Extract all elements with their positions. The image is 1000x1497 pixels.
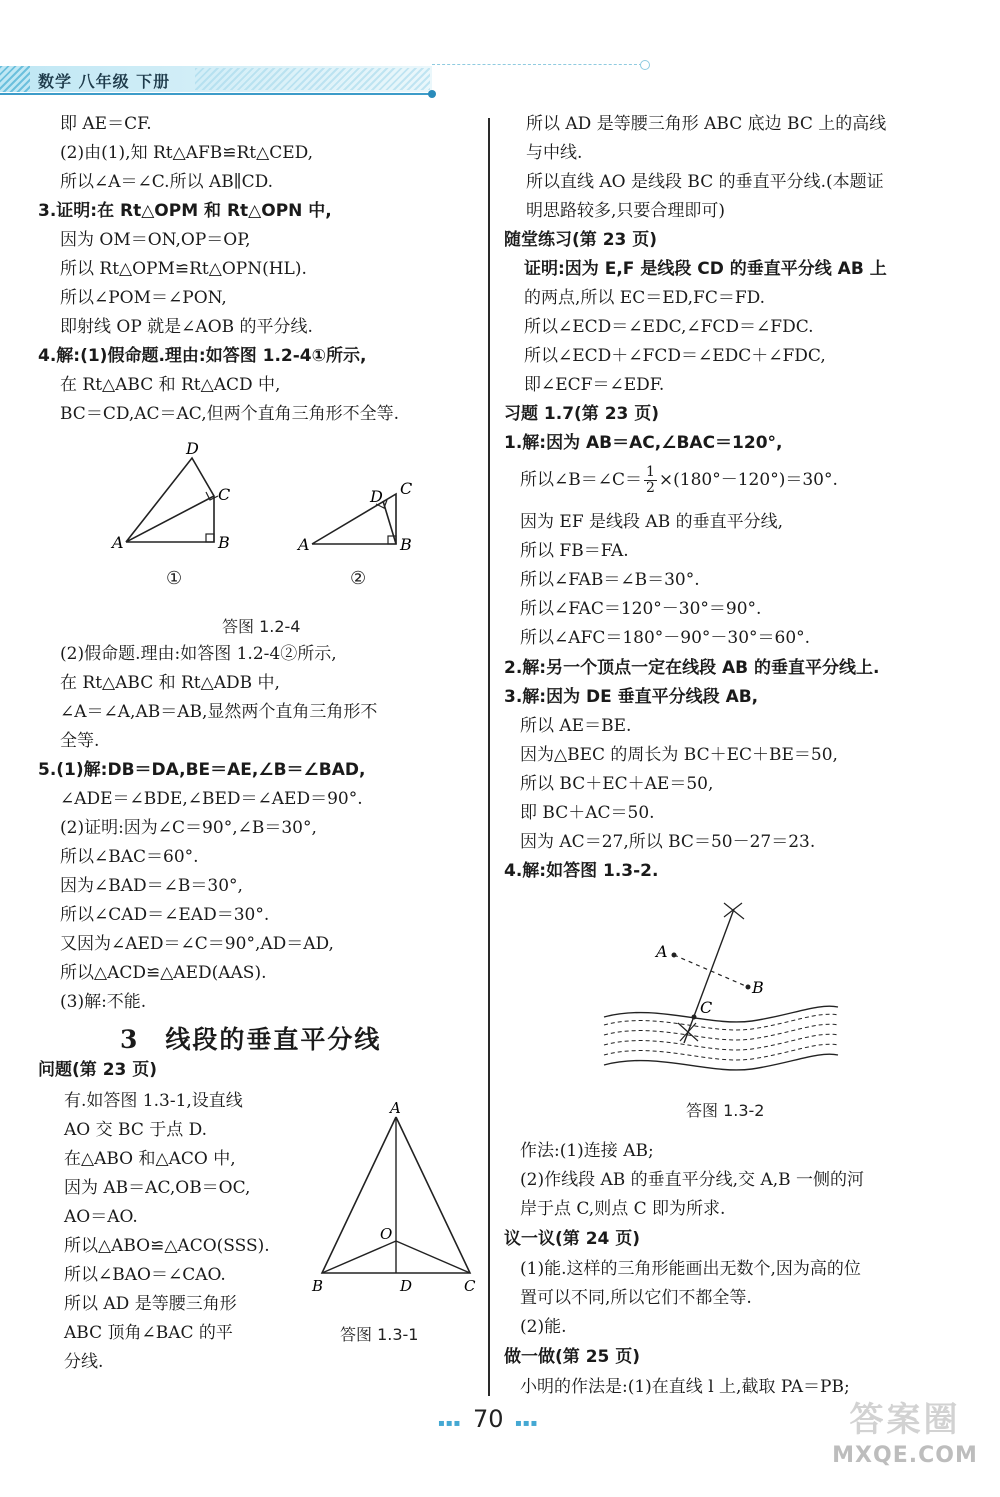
label-a: A xyxy=(656,942,668,961)
figure-1-3-1 xyxy=(300,1095,490,1310)
answer-line: (2)证明:因为∠C＝90°,∠B＝30°, xyxy=(60,818,317,838)
answer-line: 4.解:如答图 1.3-2. xyxy=(504,861,659,881)
fraction-suffix: ×(180°－120°)＝30°. xyxy=(658,470,838,490)
exercise-heading: 习题 1.7(第 23 页) xyxy=(504,404,660,424)
answer-line: 作法:(1)连接 AB; xyxy=(520,1141,654,1161)
label-a: A xyxy=(112,533,124,552)
label-c: C xyxy=(464,1277,476,1295)
figure-1-3-2 xyxy=(596,895,846,1085)
fraction xyxy=(644,465,657,496)
answer-line: 明思路较多,只要合理即可) xyxy=(526,201,726,221)
label-c: C xyxy=(700,998,713,1017)
answer-line: 所以∠BAO＝∠CAO. xyxy=(64,1265,226,1285)
answer-line: 所以直线 AO 是线段 BC 的垂直平分线.(本题证 xyxy=(526,172,884,192)
answer-line: 所以 AD 是等腰三角形 ABC 底边 BC 上的高线 xyxy=(526,114,887,134)
label-d: D xyxy=(370,487,383,506)
answer-line: 即 AE＝CF. xyxy=(60,114,152,134)
answer-line: 证明:因为 E,F 是线段 CD 的垂直平分线 AB 上 xyxy=(524,259,887,279)
header-underline xyxy=(0,93,434,95)
label-d: D xyxy=(186,439,199,458)
do-heading: 做一做(第 25 页) xyxy=(504,1347,641,1367)
answer-line: 所以∠A＝∠C.所以 AB∥CD. xyxy=(60,172,274,192)
answer-line: 与中线. xyxy=(526,143,583,163)
answer-line: 因为∠BAD＝∠B＝30°, xyxy=(60,876,243,896)
answer-line: 所以∠FAB＝∠B＝30°. xyxy=(520,570,700,590)
answer-line: 分线. xyxy=(64,1352,104,1372)
figure-sub-label-1: ① xyxy=(166,568,183,589)
answer-line: ABC 顶角∠BAC 的平 xyxy=(64,1323,233,1343)
answer-line: AO 交 BC 于点 D. xyxy=(64,1120,208,1140)
answer-line: 所以∠POM＝∠PON, xyxy=(60,288,227,308)
answer-line: 所以∠ECD＝∠EDC,∠FCD＝∠FDC. xyxy=(524,317,814,337)
answer-line: (2)作线段 AB 的垂直平分线,交 A,B 一侧的河 xyxy=(520,1170,865,1190)
section-number: 3 xyxy=(120,1025,140,1054)
fraction-numerator: 1 xyxy=(646,464,655,480)
answer-line: 置可以不同,所以它们不都全等. xyxy=(520,1288,752,1308)
fraction-line xyxy=(520,464,838,496)
answer-line: 4.解:(1)假命题.理由:如答图 1.2-4①所示, xyxy=(38,346,367,366)
header-stripes xyxy=(195,68,430,90)
answer-line: 因为 EF 是线段 AB 的垂直平分线, xyxy=(520,512,783,532)
watermark-text: 答案圈 xyxy=(849,1400,961,1440)
answer-line: (2)由(1),知 Rt△AFB≌Rt△CED, xyxy=(60,143,314,163)
answer-line: ∠ADE＝∠BDE,∠BED＝∠AED＝90°. xyxy=(60,789,363,809)
watermark-logo xyxy=(820,1392,990,1492)
answer-line: 3.解:因为 DE 垂直平分线段 AB, xyxy=(504,687,759,707)
answer-line: 所以∠BAC＝60°. xyxy=(60,847,199,867)
discuss-heading: 议一议(第 24 页) xyxy=(504,1229,641,1249)
page-number-decoration-right: ▪▪▪ xyxy=(515,1418,539,1429)
answer-line: 所以△ACD≌△AED(AAS). xyxy=(60,963,267,983)
answer-line: 所以∠ECD＋∠FCD＝∠EDC＋∠FDC, xyxy=(524,346,826,366)
fraction-prefix: 所以∠B＝∠C＝ xyxy=(520,470,642,490)
answer-line: 3.证明:在 Rt△OPM 和 Rt△OPN 中, xyxy=(38,201,332,221)
section-heading xyxy=(120,1020,381,1056)
label-c: C xyxy=(400,479,413,498)
watermark-url: MXQE.COM xyxy=(832,1443,978,1468)
figure-caption: 答图 1.3-1 xyxy=(340,1325,419,1344)
label-a: A xyxy=(298,535,310,554)
answer-line: 因为△BEC 的周长为 BC＋EC＋BE＝50, xyxy=(520,745,838,765)
answer-line: (2)能. xyxy=(520,1317,567,1337)
header-stripe-mark xyxy=(0,66,30,92)
answer-line: 又因为∠AED＝∠C＝90°,AD＝AD, xyxy=(60,934,334,954)
section-title: 线段的垂直平分线 xyxy=(165,1025,382,1054)
answer-line: 全等. xyxy=(60,731,100,751)
answer-line: 5.(1)解:DB＝DA,BE＝AE,∠B＝∠BAD, xyxy=(38,760,366,780)
answer-line: 即∠ECF＝∠EDF. xyxy=(524,375,665,395)
header-dashed-line xyxy=(432,64,642,66)
question-heading: 问题(第 23 页) xyxy=(38,1060,158,1080)
answer-line: 1.解:因为 AB＝AC,∠BAC＝120°, xyxy=(504,433,783,453)
figure-caption: 答图 1.3-2 xyxy=(686,1101,765,1120)
label-d: D xyxy=(400,1277,413,1295)
answer-line: 在 Rt△ABC 和 Rt△ADB 中, xyxy=(60,673,280,693)
answer-line: 所以∠CAD＝∠EAD＝30°. xyxy=(60,905,270,925)
answer-line: 所以∠AFC＝180°－90°－30°＝60°. xyxy=(520,628,811,648)
label-o: O xyxy=(380,1225,393,1243)
answer-line: 所以 FB＝FA. xyxy=(520,541,629,561)
answer-line: 因为 AB＝AC,OB＝OC, xyxy=(64,1178,251,1198)
page-number: 70 xyxy=(473,1405,504,1433)
label-a: A xyxy=(390,1099,401,1117)
label-b: B xyxy=(752,978,764,997)
label-b: B xyxy=(400,535,412,554)
answer-line: BC＝CD,AC＝AC,但两个直角三角形不全等. xyxy=(60,404,400,424)
answer-line: 所以 Rt△OPM≌Rt△OPN(HL). xyxy=(60,259,307,279)
practice-heading: 随堂练习(第 23 页) xyxy=(504,230,658,250)
fraction-denominator: 2 xyxy=(646,480,655,496)
answer-line: ∠A＝∠A,AB＝AB,显然两个直角三角形不 xyxy=(60,702,378,722)
figure-caption: 答图 1.2-4 xyxy=(222,617,301,636)
label-b: B xyxy=(218,533,230,552)
answer-line: AO＝AO. xyxy=(64,1207,138,1227)
answer-line: 即 BC＋AC＝50. xyxy=(520,803,655,823)
header-dot xyxy=(428,90,436,98)
answer-line: (1)能.这样的三角形能画出无数个,因为高的位 xyxy=(520,1259,861,1279)
answer-line: 岸于点 C,则点 C 即为所求. xyxy=(520,1199,726,1219)
figure-sub-label-2: ② xyxy=(350,568,367,589)
header-end-dot xyxy=(640,60,650,70)
answer-line: (3)解:不能. xyxy=(60,992,147,1012)
book-title: 数学 八年级 下册 xyxy=(38,72,171,91)
answer-line: 所以△ABO≌△ACO(SSS). xyxy=(64,1236,270,1256)
answer-line: 所以 BC＋EC＋AE＝50, xyxy=(520,774,714,794)
answer-line: 小明的作法是:(1)在直线 l 上,截取 PA＝PB; xyxy=(520,1377,850,1397)
answer-line: 有.如答图 1.3-1,设直线 xyxy=(64,1091,243,1111)
answer-line: 的两点,所以 EC＝ED,FC＝FD. xyxy=(524,288,766,308)
answer-line: 因为 OM＝ON,OP＝OP, xyxy=(60,230,251,250)
answer-line: 2.解:另一个顶点一定在线段 AB 的垂直平分线上. xyxy=(504,658,880,678)
figure-1-2-4 xyxy=(100,430,430,620)
answer-line: 在 Rt△ABC 和 Rt△ACD 中, xyxy=(60,375,281,395)
answer-line: 即射线 OP 就是∠AOB 的平分线. xyxy=(60,317,313,337)
answer-line: 所以 AE＝BE. xyxy=(520,716,632,736)
answer-line: 在△ABO 和△ACO 中, xyxy=(64,1149,236,1169)
answer-line: 所以∠FAC＝120°－30°＝90°. xyxy=(520,599,762,619)
page-number-decoration-left: ▪▪▪ xyxy=(438,1418,462,1429)
label-b: B xyxy=(312,1277,324,1295)
label-c: C xyxy=(218,485,231,504)
figure-1-2-4-part1 xyxy=(110,439,230,552)
answer-line: 因为 AC＝27,所以 BC＝50－27＝23. xyxy=(520,832,816,852)
figure-1-2-4-part2 xyxy=(296,479,412,554)
answer-line: (2)假命题.理由:如答图 1.2-4②所示, xyxy=(60,644,337,664)
answer-line: 所以 AD 是等腰三角形 xyxy=(64,1294,237,1314)
